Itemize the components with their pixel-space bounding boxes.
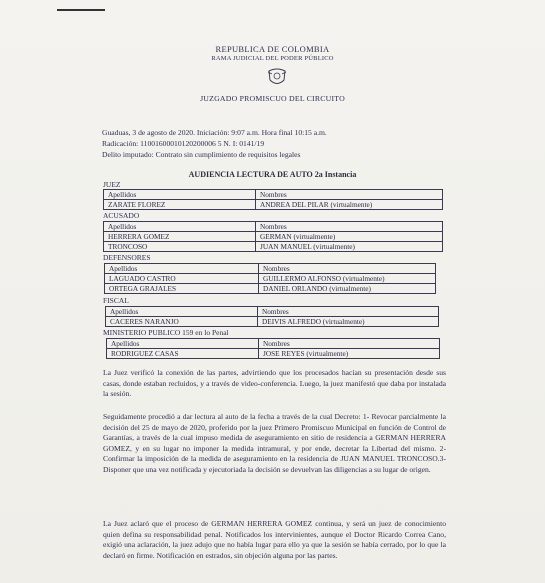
col-header-apellidos: Apellidos <box>104 190 256 200</box>
cell-nombres: ANDREA DEL PILAR (virtualmente) <box>256 200 443 210</box>
section-label-acusado: ACUSADO <box>103 211 140 220</box>
table-juez <box>103 189 443 210</box>
top-rule <box>57 9 105 11</box>
document-title: AUDIENCIA LECTURA DE AUTO 2a Instancia <box>188 170 357 179</box>
col-header-nombres: Nombres <box>259 339 440 349</box>
col-header-apellidos: Apellidos <box>107 339 259 349</box>
cell-apellidos: CACERES NARANJO <box>106 317 258 327</box>
table-row <box>104 242 443 252</box>
cell-nombres: DEIVIS ALFREDO (virtualmente) <box>258 317 439 327</box>
table-ministerio <box>106 338 440 359</box>
cell-apellidos: ZARATE FLOREZ <box>104 200 256 210</box>
col-header-apellidos: Apellidos <box>105 264 259 274</box>
cell-apellidos: LAGUADO CASTRO <box>105 274 259 284</box>
col-header-nombres: Nombres <box>258 307 439 317</box>
table-fiscal <box>105 306 439 327</box>
cell-apellidos: ORTEGA GRAJALES <box>105 284 259 294</box>
table-row <box>104 200 443 210</box>
section-label-fiscal: FISCAL <box>103 296 129 305</box>
header-branch: RAMA JUDICIAL DEL PODER PÚBLICO <box>211 55 334 62</box>
paragraph-3: La Juez aclaró que el proceso de GERMAN HERRERA GOMEZ continua, y será un juez de conocimiento quien defina su responsabilidad penal. Notificados los intervinientes, aunque el Doctor Ricardo Correa Cano, exigió una aclaración, la juez adujo que no había lugar para ello ya que la sesión se había cerrado, por lo que la declaró en firme. Notificación en estrados, sin objeción alguna por las partes. <box>103 519 446 560</box>
cell-nombres: JOSE REYES (virtualmente) <box>259 349 440 359</box>
cell-apellidos: HERRERA GOMEZ <box>104 232 256 242</box>
cell-apellidos: RODRIGUEZ CASAS <box>107 349 259 359</box>
table-row <box>105 274 436 284</box>
paragraph-2: Seguidamente procedió a dar lectura al auto de la fecha a través de la cual Decreto: 1- Revocar parcialmente la decisión del 25 de mayo de 2020, proferido por la juez Primero Promiscuo Municipal en función de Control de Garantías, a través de la cual impuso medida de aseguramiento en sitio de residencia a GERMAN HERRERA GOMEZ, y en su lugar no imponer la medida intramural, y por ende, decretar la Libertad del mismo. 2- Confirmar la imposición de la medida de aseguramiento en la residencia de JUAN MANUEL TRONCOSO.3-Disponer que una vez notificada y ejecutoriada la decisión se devuelvan las diligencias a su lugar de origen. <box>103 412 446 474</box>
meta-date-time: Guaduas, 3 de agosto de 2020. Iniciación: 9:07 a.m. Hora final 10:15 a.m. <box>102 128 327 137</box>
cell-nombres: GERMAN (virtualmente) <box>256 232 443 242</box>
meta-radicacion: Radicación: 11001600010120200006 5 N. I: 0141/19 <box>102 139 265 148</box>
col-header-nombres: Nombres <box>259 264 436 274</box>
section-label-ministerio: MINISTERIO PUBLICO 159 en lo Penal <box>103 328 229 337</box>
header-court: JUZGADO PROMISCUO DEL CIRCUITO <box>200 94 345 103</box>
cell-nombres: GUILLERMO ALFONSO (virtualmente) <box>259 274 436 284</box>
cell-apellidos: TRONCOSO <box>104 242 256 252</box>
table-defensores <box>104 263 436 294</box>
paragraph-1: La Juez verificó la conexión de las partes, advirtiendo que los procesados hacían su presentación desde sus casas, donde estaban recluidos, y a través de video-conferencia. Luego, la juez manifestó que daba por instalada la sesión. <box>103 368 446 399</box>
section-label-juez: JUEZ <box>103 180 121 189</box>
col-header-nombres: Nombres <box>256 222 443 232</box>
col-header-nombres: Nombres <box>256 190 443 200</box>
col-header-apellidos: Apellidos <box>104 222 256 232</box>
table-row <box>107 349 440 359</box>
coat-of-arms-seal <box>266 66 288 88</box>
table-row <box>105 284 436 294</box>
table-row <box>104 232 443 242</box>
cell-nombres: DANIEL ORLANDO (virtualmente) <box>259 284 436 294</box>
meta-delito: Delito imputado: Contrato sin cumplimiento de requisitos legales <box>102 150 301 159</box>
table-acusado <box>103 221 443 252</box>
col-header-apellidos: Apellidos <box>106 307 258 317</box>
cell-nombres: JUAN MANUEL (virtualmente) <box>256 242 443 252</box>
table-row <box>106 317 439 327</box>
header-republic: REPUBLICA DE COLOMBIA <box>215 44 330 54</box>
section-label-defensores: DEFENSORES <box>103 253 151 262</box>
